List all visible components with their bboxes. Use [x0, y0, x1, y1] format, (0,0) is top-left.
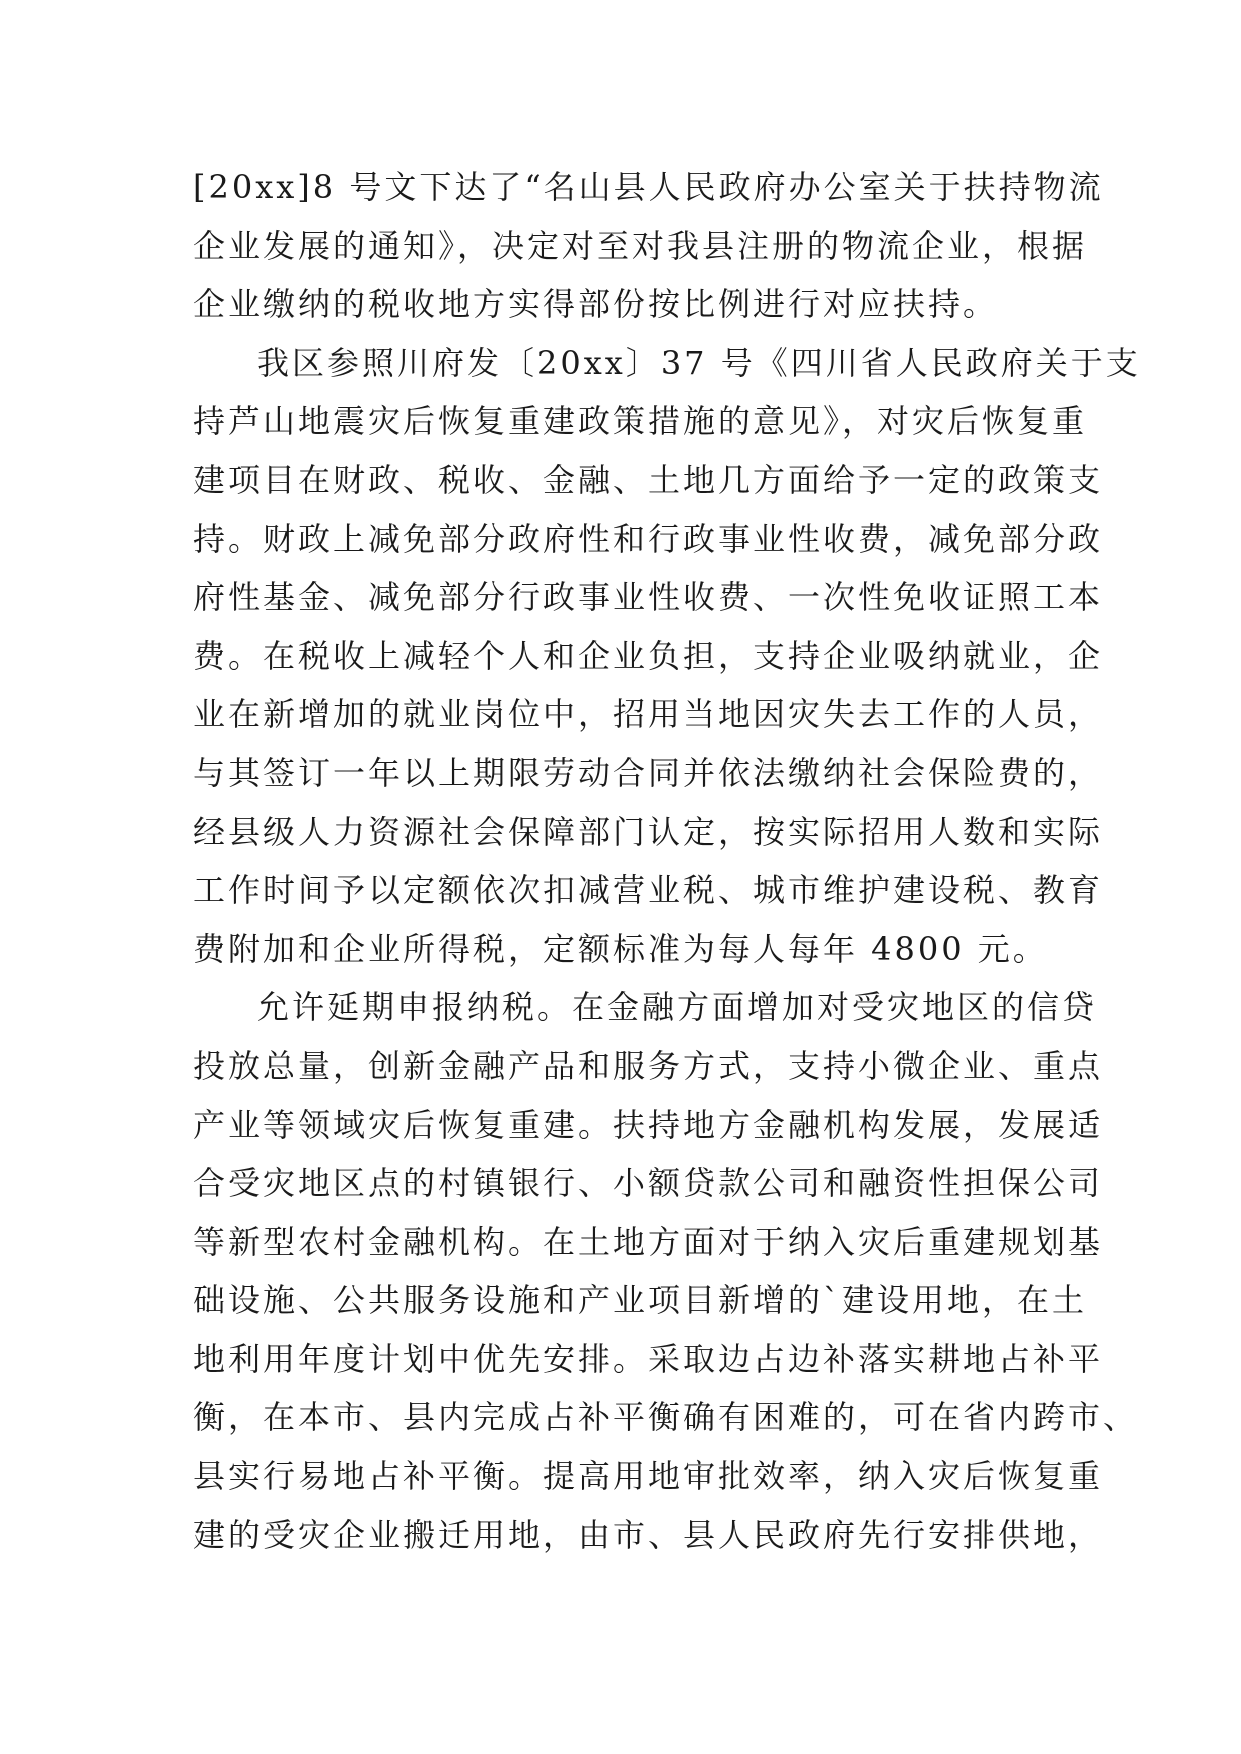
text-line: [20xx]8 号文下达了“名山县人民政府办公室关于扶持物流 — [193, 168, 1104, 206]
text-line: 费附加和企业所得税，定额标准为每人每年 4800 元。 — [193, 929, 1048, 968]
text-line: 等新型农村金融机构。在土地方面对于纳入灾后重建规划基 — [193, 1222, 1104, 1261]
text-line: 县实行易地占补平衡。提高用地审批效率，纳入灾后恢复重 — [193, 1457, 1104, 1496]
text-line: 府性基金、减免部分行政事业性收费、一次性免收证照工本 — [193, 578, 1104, 617]
text-line: 经县级人力资源社会保障部门认定，按实际招用人数和实际 — [193, 812, 1104, 851]
text-line: 费。在税收上减轻个人和企业负担，支持企业吸纳就业，企 — [193, 636, 1104, 675]
paragraph-start-line: 允许延期申报纳税。在金融方面增加对受灾地区的信贷 — [257, 988, 1098, 1027]
text-line: 与其签订一年以上期限劳动合同并依法缴纳社会保险费的， — [193, 753, 1104, 792]
text-line: 企业发展的通知》，决定对至对我县注册的物流企业，根据 — [193, 226, 1088, 265]
text-line: 业在新增加的就业岗位中，招用当地因灾失去工作的人员， — [193, 695, 1104, 734]
text-line: 础设施、公共服务设施和产业项目新增的`建设用地，在土 — [193, 1281, 1088, 1320]
text-line: 持芦山地震灾后恢复重建政策措施的意见》，对灾后恢复重 — [193, 402, 1088, 441]
text-line: 投放总量，创新金融产品和服务方式，支持小微企业、重点 — [193, 1046, 1104, 1085]
text-line: 合受灾地区点的村镇银行、小额贷款公司和融资性担保公司 — [193, 1164, 1104, 1203]
body-text — [193, 158, 1141, 1564]
text-line: 地利用年度计划中优先安排。采取边占边补落实耕地占补平 — [193, 1339, 1104, 1378]
text-line: 建项目在财政、税收、金融、土地几方面给予一定的政策支 — [193, 460, 1104, 499]
text-line: 建的受灾企业搬迁用地，由市、县人民政府先行安排供地， — [193, 1515, 1104, 1554]
text-line: 衡，在本市、县内完成占补平衡确有困难的，可在省内跨市、 — [193, 1398, 1139, 1437]
text-line: 持。财政上减免部分政府性和行政事业性收费，减免部分政 — [193, 519, 1104, 558]
text-line: 工作时间予以定额依次扣减营业税、城市维护建设税、教育 — [193, 871, 1104, 910]
text-line: 产业等领域灾后恢复重建。扶持地方金融机构发展，发展适 — [193, 1105, 1104, 1144]
paragraph-start-line: 我区参照川府发〔20xx〕37 号《四川省人民政府关于支 — [257, 343, 1141, 382]
text-line: 企业缴纳的税收地方实得部份按比例进行对应扶持。 — [193, 285, 999, 324]
